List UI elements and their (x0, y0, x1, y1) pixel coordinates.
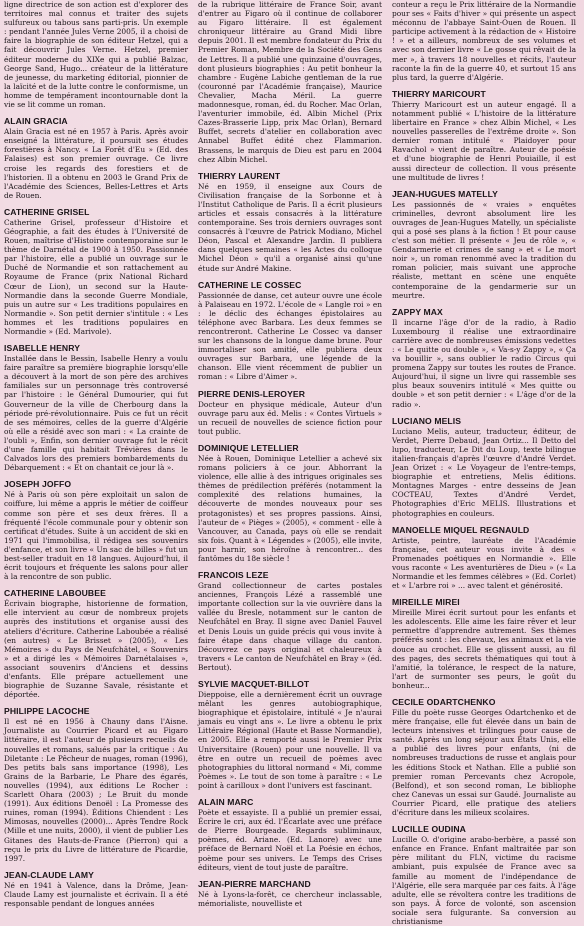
author-entry (4, 706, 188, 863)
entry-text: Thierry Maricourt est un auteur engagé. Il a notamment publié « L'histoire de la littérature libertaire en France » chez Albin Michel, « Les nouvelles passerelles de l'extrême droite ». Son dernier roman intitulé « Plaidoyer pour Ravachol » vient de paraître. Auteur de poésie et d'une biographie de Henri Pouiaille, il est aussi directeur de collection. Il vous présente une multitude de livres ! (392, 99, 576, 182)
entry-text: Fille du poète russe Georges Odartchenko et de mère française, elle fut élevée dans un bain de lecteurs intensives et trilingues pour cause de santé. Après un long séjour aux États Unis, elle a publié des livres pour enfants, (ni de nombreuses traductions de russe et anglais pour les éditions Stock et Nathan. Elle a publié son premier roman Percevants chez Acropole, (Belfond), et son second roman, Le bibliophe chez Canevas un essai sur Gaudé. Journaliste au Courrier Picard, elle pratique des ateliers d'écriture dans les milieux scolaires. (392, 708, 576, 818)
column-2 (198, 0, 382, 908)
entry-text: Passionnée de danse, cet auteur ouvre une école à Palaiseau en 1972. L'école de « Langle roi » en : le déclic des échanges épistolaires au téléphone avec Barbara. Les deux femmes se rencontreront. Catherine Le Cossec va danser sur les chansons de la longue dame brune. Pour immortaliser son amitié, elle publiera deux ouvrages sur Barbara, une légende de la chanson. Elle vient récemment de publier un roman : « Libre d'Aimer ». (198, 290, 382, 382)
entry-text: Née à Rouen, Dominique Letellier a achevé six romans policiers à ce jour. Abhorrant la violence, elle allie à des intrigues originales ses thèmes de prédilection préférés (notamment la complexité des relations humaines, la découverte de mondes nouveaux pour ses protagonistes) et ses propres passions. Ainsi, l'auteur de « Pièges » (2005), « comment - elle à Vancouver, au Canada, pays où elle se rendait six fois. Quant à « Légendes » (2005), elle invite, pour harnir, son héroïne à rencontrer... des fantômes du 18e siècle ! (198, 453, 382, 563)
author-entry (198, 389, 382, 436)
author-name: JEAN-HUGUES MATELLY (392, 188, 498, 199)
author-name: SYLVIE MACQUET-BILLOT (198, 679, 310, 689)
author-name: MANOELLE MIQUEL REGNAULD (392, 524, 530, 535)
author-name: THIERRY MARICOURT (392, 88, 486, 99)
author-entry (392, 525, 576, 591)
entry-text: ligne directrice de son action est d'explorer des territoires mal connus et traiter des sujets sulfureux ou tabous sans parti-pris. Un exemple : pendant l'année Jules Verne 2005, il a choisi de faire la biographie de son éditeur Hetzel, qui a fait découvrir Jules Verne. Hetzel, premier éditeur moderne du XIXe qui a publié Balzac, George Sand, Hugo... créateur de la littérature de jeunesse, du marketing éditorial, pionnier de la laïcité et de la lutte contre le conformisme, un homme de tempérament incontournable dont la vie se lit comme un roman. (4, 0, 188, 110)
column-1 (4, 0, 188, 908)
author-name: CECILE ODARTCHENKO (392, 697, 496, 707)
author-name: CATHERINE GRISEL (4, 206, 90, 217)
author-entry (392, 89, 576, 182)
entry-text: Luciano Melis, auteur, traducteur, éditeur, de Verdet, Pierre Debaud, Jean Ortiz... Il Detto del lupo, traducteur, Le Dit du Loup, texte bilingue italien-français d'après l'œuvre d'André Verdet. Jean Orizet : « Le Voyageur de l'entre-temps, biographie et entretiens, Melis éditions. Montagnes Marges - entre desseins de Jean COCTEAU, Textes d'André Verdet, Photographies d'Eric MELIS. Illustrations et photographies en couleurs. (392, 426, 576, 518)
author-name: JOSEPH JOFFO (4, 479, 72, 490)
entry-text: Les passionnés de « vraies » enquêtes criminelles, devront absolument lire les ouvrages de Jean-Hugues Matelly, un spécialiste qui a posé ses plans à la fiction ! Et pour cause c'est son métier. Il présente « Jeu de rôle », « Gendarmerie et crimes de sang » et « Le mort noir », un roman renommé avec la tradition du roman policier, mais suivant une approche réaliste, mettant en scène une enquête contemporaine de la gendarmerie sur un meurtre. (392, 199, 576, 300)
author-name: JEAN-PIERRE MARCHAND (198, 878, 311, 889)
author-name: CATHERINE LABOUBEE (4, 588, 106, 599)
author-name: PIERRE DENIS-LEROYER (198, 388, 306, 399)
entry-text: Grand collectionneur de cartes postales anciennes, François Lézé a rassemblé une importante collection sur la vie ouvrière dans la vallée du Bresle, notamment sur le canton de Neufchâtel en Bray. Il signe avec Daniel Fauvel et Denis Louis un guide précis qui vous invite à faire étape dans chaque village du canton. Découvrez ce pays original et chaleureux à travers « Le canton de Neufchâtel en Bray » (éd. Bertout). (198, 581, 382, 672)
author-name: THIERRY LAURENT (198, 170, 281, 181)
author-entry (4, 588, 188, 699)
entry-text: Dieppoise, elle a dernièrement écrit un ouvrage mêlant les genres autobiographique, biographique et épistolaire, intitulé « Je n'aurai jamais eu vingt ans ». Le livre a obtenu le prix Littéraire Régional (Haute et Basse Normandie), en 2005. Elle a remporté aussi le Premier Prix Universitaire (Rouen) pour une nouvelle. Il va être en outre un recueil de poèmes avec photographies du littoral normand « Mi, comme Poèmes ». Le tout de son tome à paraître : « Le point à carilloux » dont l'univers est fascinant. (198, 690, 382, 790)
entry-text: Né en 1941 à Valence, dans la Drôme, Jean-Claude Lamy est journaliste et écrivain. Il a été responsable pendant de longues années (4, 880, 188, 908)
author-entry (4, 343, 188, 472)
author-entry (392, 697, 576, 817)
entry-text: Poète et essayiste. Il a publié un premier essai, Écrire le cri, aux éd. l'Écarlate avec une préface de Pierre Bourgeade. Regards subliminaux, poèmes, éd. Ariane. (Ed. Lanore) avec une préface de Bernard Noël et La Poésie en échos, poème pour ses univers. Le Temps des Crises éditeurs, vient de tout juste de paraître. (198, 808, 382, 872)
author-name: DOMINIQUE LETELLIER (198, 442, 299, 453)
author-entry (198, 171, 382, 273)
author-entry (4, 479, 188, 581)
author-entry (198, 443, 382, 563)
author-entry (392, 189, 576, 300)
entry-text: Né en 1959, il enseigne aux Cours de Civilisation française de la Sorbonne et à l'Institut Catholique de Paris. Il a écrit plusieurs articles et essais consacrés à la littérature contemporaine. Ses trois derniers ouvrages sont consacrés à l'œuvre de Patrick Modiano, Michel Déon, Pascal et Alexandre Jardin. Il publiera dans quelques semaines « les Actes du colloque Michel Déon » qu'il a organisé ainsi qu'une étude sur André Makine. (198, 181, 382, 273)
author-entry (392, 597, 576, 690)
entry-text: Docteur en physique médicale, Auteur d'un ouvrage paru aux éd. Melis : « Contes Virtuels » un recueil de nouvelles de science fiction pour tout public. (198, 399, 382, 436)
entry-text: de la rubrique littéraire de France Soir, avant d'entrer au Figaro où il continue de collaborer au Figaro littéraire. Il est également chroniqueur littéraire au Grand Midi libre depuis 2001. Il est membre fondateur du Prix du Premier Roman, Membre de la Société des Gens de Lettres. Il a publié une quinzaine d'ouvrages, dont plusieurs biographies : Au petit bonheur la chambre - Eugène Labiche gentleman de la rue (couronné par l'Académie française), Maurice Chevalier, Macha Méril. La guerre madonnesque, roman, éd. du Rocher. Mac Orlan, l'aventurier immobile, éd. Albin Michel (Prix Cazes-Brasserie Lipp, prix Mac Orlan), Bernard Buffet, secrets d'atelier en collaboration avec Annabel Buffet édité chez Flammarion. Brassens, le marquis de Dieu est paru en 2004 chez Albin Michel. (198, 0, 382, 164)
entry-text: Écrivain biographe, historienne de formation, elle intervient au cœur de nombreux projets auprès des institutions et organise aussi des ateliers d'écriture. Catherine Laboubée a réalisé (en autres) « Le Brisset » (2005), « Les Mémoires » du Pays de Neufchâtel, « Souvenirs » et a dirigé les « Mémoires Darnétalaises », associant souvenirs d'Anciens et dessins d'enfants. Elle prépare actuellement une biographie de Suzanne Savale, résistante et déportée. (4, 599, 188, 700)
author-entry (4, 0, 188, 109)
entry-text: conteur a reçu le Prix littéraire de la Normandie pour ses « Faits d'hiver » qui présente un aspect méconnu de l'abbaye Saint-Ouen de Rouen. Il participe activement à la rédaction de « Histoire ! » et a ailleurs, nombreux de ses volumes et avec son dernier livre « Le gosse qui rêvait de la mer », à travers 18 nouvelles et récits, l'auteur raconte la fin de la guerre 40, et surtout 15 ans plus tard, la guerre d'Algérie. (392, 0, 576, 82)
author-name: PHILIPPE LACOCHE (4, 706, 90, 717)
entry-text: Installée dans le Bessin, Isabelle Henry a voulu faire paraître sa première biographie lorsqu'elle a découvert à la mort de son père des archives familiales sur un personnage très controversé par l'histoire : le Général Dumourier, qui fut Gouverneur de la ville de Cherbourg dans la période pré-révolutionnaire. Puis ce fut un récit de ses mémoires, celles de la guerre d'Algérie où elle a résidé avec son mari : « La crainte de l'oubli », Enfin, son dernier ouvrage fut le récit d'une famille qui habitait Trévières dans le Calvados lors des premiers bombardements du Débarquement : « Et on chantait ce jour là ». (4, 354, 188, 473)
author-name: MIREILLE MIREI (392, 597, 460, 608)
author-entry (392, 824, 576, 926)
entry-text: Il incarne l'âge d'or de la radio, à Radio Luxembourg il réalise une extraordinaire carrière avec de nombreuses émissions vedettes : « Le quitte ou double », « Va-s-y Zappy », « Ça va bouillir », sans oublier le radio Circus qui promena Zappy sur toutes les routes de France. Aujourd'hui, il signe un livre qui rassemble ses plus beaux souvenirs intitulé « Mes quitte ou double » et son petit dernier : « L'âge d'or de la radio ». (392, 317, 576, 409)
author-name: FRANCOIS LEZE (198, 570, 269, 581)
author-entry (4, 207, 188, 336)
author-entry (198, 797, 382, 872)
entry-text: Catherine Grisel, professeur d'Histoire et Géographie, a fait des études à l'Université de Rouen, maîtrise d'Histoire contemporaine sur le thème de Darnétal de 1900 à 1950. Passionnée par l'histoire, elle a publié un ouvrage sur le Duché de Normandie et son rattachement au Royaume de France (prix National Richard Cœur de Lion), un second sur la Haute-Normandie dans la seconde Guerre Mondiale, puis un autre sur « Les traditions populaires en Normandie ». Son petit dernier s'intitule : « Les hommes et les traditions populaires en Normandie » (Ed. Marivole). (4, 217, 188, 336)
entry-text: Il est né en 1956 à Chauny dans l'Aisne. Journaliste au Courrier Picard et au Figaro littéraire, il est l'auteur de plusieurs recueils de nouvelles et romans, salués par la critique : Au Diletante : Le Pêcheur de nuages, roman (1996), Des petits bals sans importance (1998), Les Grains de la Barbarie, Le Phare des égarés, nouvelles (1994), aux éditions Le Rocher : Scarlett Ohara (2003) ; Le Bruit du monde (1991). Aux éditions Denoël : La Promesse des ruines, roman (1994). Éditions Chiendent : Les Mimosas, nouvelles (2000)... Après Tendre Rock (Mille et une nuits, 2000), il vient de publier Les Gitanes des Hauts-de-France (Pierron) qui a reçu le prix du Livre de littérature de Picardie, 1997. (4, 717, 188, 863)
author-name: LUCILLE OUDINA (392, 824, 466, 835)
author-entry (392, 0, 576, 82)
author-name: ISABELLE HENRY (4, 343, 81, 354)
entry-text: Lucille O. d'origine arabo-berbère, a passé son enfance en France. Enfant maltraitée par son père militant du FLN, victime du racisme ambiant, puis expulsée de France avec sa famille au moment de l'indépendance de l'Algérie, elle sera marquée par ces faits. À l'âge adulte, elle se révoltera contre les traditions de son pays. À force de volonté, son ascension sociale sera fulgurante. Sa conversion au christianisme (392, 835, 576, 926)
author-name: JEAN-CLAUDE LAMY (4, 869, 94, 880)
entry-text: Né à Paris où son père exploitait un salon de coiffure, lui même a appris le métier de coiffeur comme son père et ses deux frères. Il a fréquenté l'école communale pour y obtenir son certificat d'études. Suite à un accident de ski en 1971 qui l'immobilisa, il rédigea ses souvenirs d'enfance, et son livre « Un sac de billes » fut un best-seller traduit en 18 langues. Aujourd'hui, il écrit toujours et fréquente les salons pour aller à la rencontre de son public. (4, 490, 188, 582)
author-entry (198, 679, 382, 790)
author-name: ALAIN GRACIA (4, 116, 68, 127)
entry-text: Né à Lyons-la-forêt, ce chercheur inclassable, mémorialiste, nouvelliste et (198, 889, 382, 908)
author-entry (4, 870, 188, 908)
author-entry (4, 116, 188, 200)
author-entry (392, 307, 576, 409)
entry-text: Artiste, peintre, lauréate de l'Académie française, cet auteur vous invite à des « Promenades poétiques en Normandie ». Elle vous raconte « Les aventurières de Dieu » (« La Normandie et les femmes célèbres » (Ed. Corlet) et « L'arbre roi » ... avec talent et générosité. (392, 535, 576, 591)
author-entry (198, 570, 382, 672)
author-entry (198, 280, 382, 382)
author-name: LUCIANO MELIS (392, 415, 462, 426)
entry-text: Mireille Mirei écrit surtout pour les enfants et les adolescents. Elle aime les faire rêver et leur permettre d'apprendre autrement. Ses thèmes préférés sont : les chevaux, les animaux et la vie douce au crochet. Elle se glissent aussi, au fil des pages, des secrets thématiques qui tout à l'amitié, la tolérance, le respect de la nature, l'art de surmonter ses peurs, le goût du bonheur... (392, 608, 576, 690)
author-name: ZAPPY MAX (392, 306, 443, 317)
author-name: CATHERINE LE COSSEC (198, 279, 302, 290)
column-3 (392, 0, 576, 926)
author-entry (198, 0, 382, 164)
entry-text: Alain Gracia est né en 1957 à Paris. Après avoir enseigné la littérature, il poursuit ses études forestières à Nancy. « La Forêt d'Eu » (Ed. des Falaises) est son premier ouvrage. Ce livre croise les regards des forestiers et de l'historien. Il a obtenu en 2003 le Grand Prix de l'Académie des Sciences, Belles-Lettres et Arts de Rouen. (4, 127, 188, 200)
author-name: ALAIN MARC (198, 797, 254, 808)
author-entry (198, 879, 382, 908)
author-entry (392, 416, 576, 518)
